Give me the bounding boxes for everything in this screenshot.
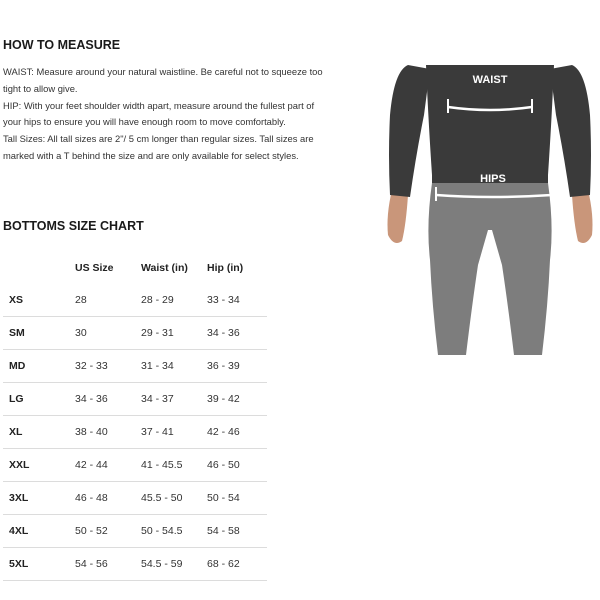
left-forearm (388, 190, 409, 243)
header-hip: Hip (in) (207, 262, 244, 274)
size-cell: 5XL (3, 548, 75, 581)
waist-label: WAIST (472, 74, 508, 86)
size-cell: 4XL (3, 515, 75, 548)
waist-cell: 41 - 45.5 (141, 449, 207, 482)
table-row (3, 317, 267, 350)
size-cell: XL (3, 416, 75, 449)
right-sleeve (550, 65, 591, 197)
size-cell: XXL (3, 449, 75, 482)
us-size-cell: 46 - 48 (75, 482, 141, 515)
table-row (3, 482, 267, 515)
hip-cell: 68 - 62 (207, 548, 267, 581)
hip-cell: 42 - 46 (207, 416, 267, 449)
body-illustration (380, 55, 600, 360)
us-size-cell: 50 - 52 (75, 515, 141, 548)
waist-cell: 50 - 54.5 (141, 515, 207, 548)
hip-cell: 54 - 58 (207, 515, 267, 548)
header-us-size: US Size (75, 262, 114, 274)
how-to-measure-heading: HOW TO MEASURE (3, 38, 121, 52)
table-row (3, 416, 267, 449)
measurement-figure (380, 55, 600, 360)
hip-cell: 46 - 50 (207, 449, 267, 482)
size-cell: SM (3, 317, 75, 350)
size-cell: 3XL (3, 482, 75, 515)
size-chart-table (3, 252, 267, 581)
hip-instruction: HIP: With your feet shoulder width apart, measure around the fullest part of your hips to ensure you will have enough room to move comfortably. (3, 99, 315, 128)
table-row (3, 449, 267, 482)
waist-cell: 28 - 29 (141, 284, 207, 317)
us-size-cell: 34 - 36 (75, 383, 141, 416)
waist-cell: 29 - 31 (141, 317, 207, 350)
waist-cell: 54.5 - 59 (141, 548, 207, 581)
us-size-cell: 30 (75, 317, 141, 350)
bottoms-size-chart-heading: BOTTOMS SIZE CHART (3, 219, 144, 233)
table-row (3, 548, 267, 581)
hip-cell: 39 - 42 (207, 383, 267, 416)
waist-cell: 34 - 37 (141, 383, 207, 416)
size-cell: MD (3, 350, 75, 383)
waist-instruction: WAIST: Measure around your natural waistline. Be careful not to squeeze too tight to allow give. (3, 66, 323, 94)
us-size-cell: 42 - 44 (75, 449, 141, 482)
hip-cell: 34 - 36 (207, 317, 267, 350)
hip-cell: 36 - 39 (207, 350, 267, 383)
hip-cell: 50 - 54 (207, 482, 267, 515)
size-cell: LG (3, 383, 75, 416)
header-size-label (3, 252, 75, 284)
size-cell: XS (3, 284, 75, 317)
us-size-cell: 38 - 40 (75, 416, 141, 449)
us-size-cell: 28 (75, 284, 141, 317)
us-size-cell: 32 - 33 (75, 350, 141, 383)
tall-sizes-note: Tall Sizes: All tall sizes are 2"/ 5 cm longer than regular sizes. Tall sizes are marked with a T behind the size and are only available for select styles. (3, 133, 314, 161)
table-row (3, 383, 267, 416)
waist-cell: 37 - 41 (141, 416, 207, 449)
left-sleeve (389, 65, 430, 197)
waist-cell: 45.5 - 50 (141, 482, 207, 515)
right-forearm (572, 190, 593, 243)
pants (428, 183, 551, 355)
table-header-row (3, 252, 267, 284)
how-to-measure-text (3, 64, 323, 165)
waist-cell: 31 - 34 (141, 350, 207, 383)
hips-label: HIPS (480, 173, 506, 185)
header-waist: Waist (in) (141, 262, 188, 274)
us-size-cell: 54 - 56 (75, 548, 141, 581)
table-row (3, 350, 267, 383)
hip-cell: 33 - 34 (207, 284, 267, 317)
table-row (3, 284, 267, 317)
table-row (3, 515, 267, 548)
